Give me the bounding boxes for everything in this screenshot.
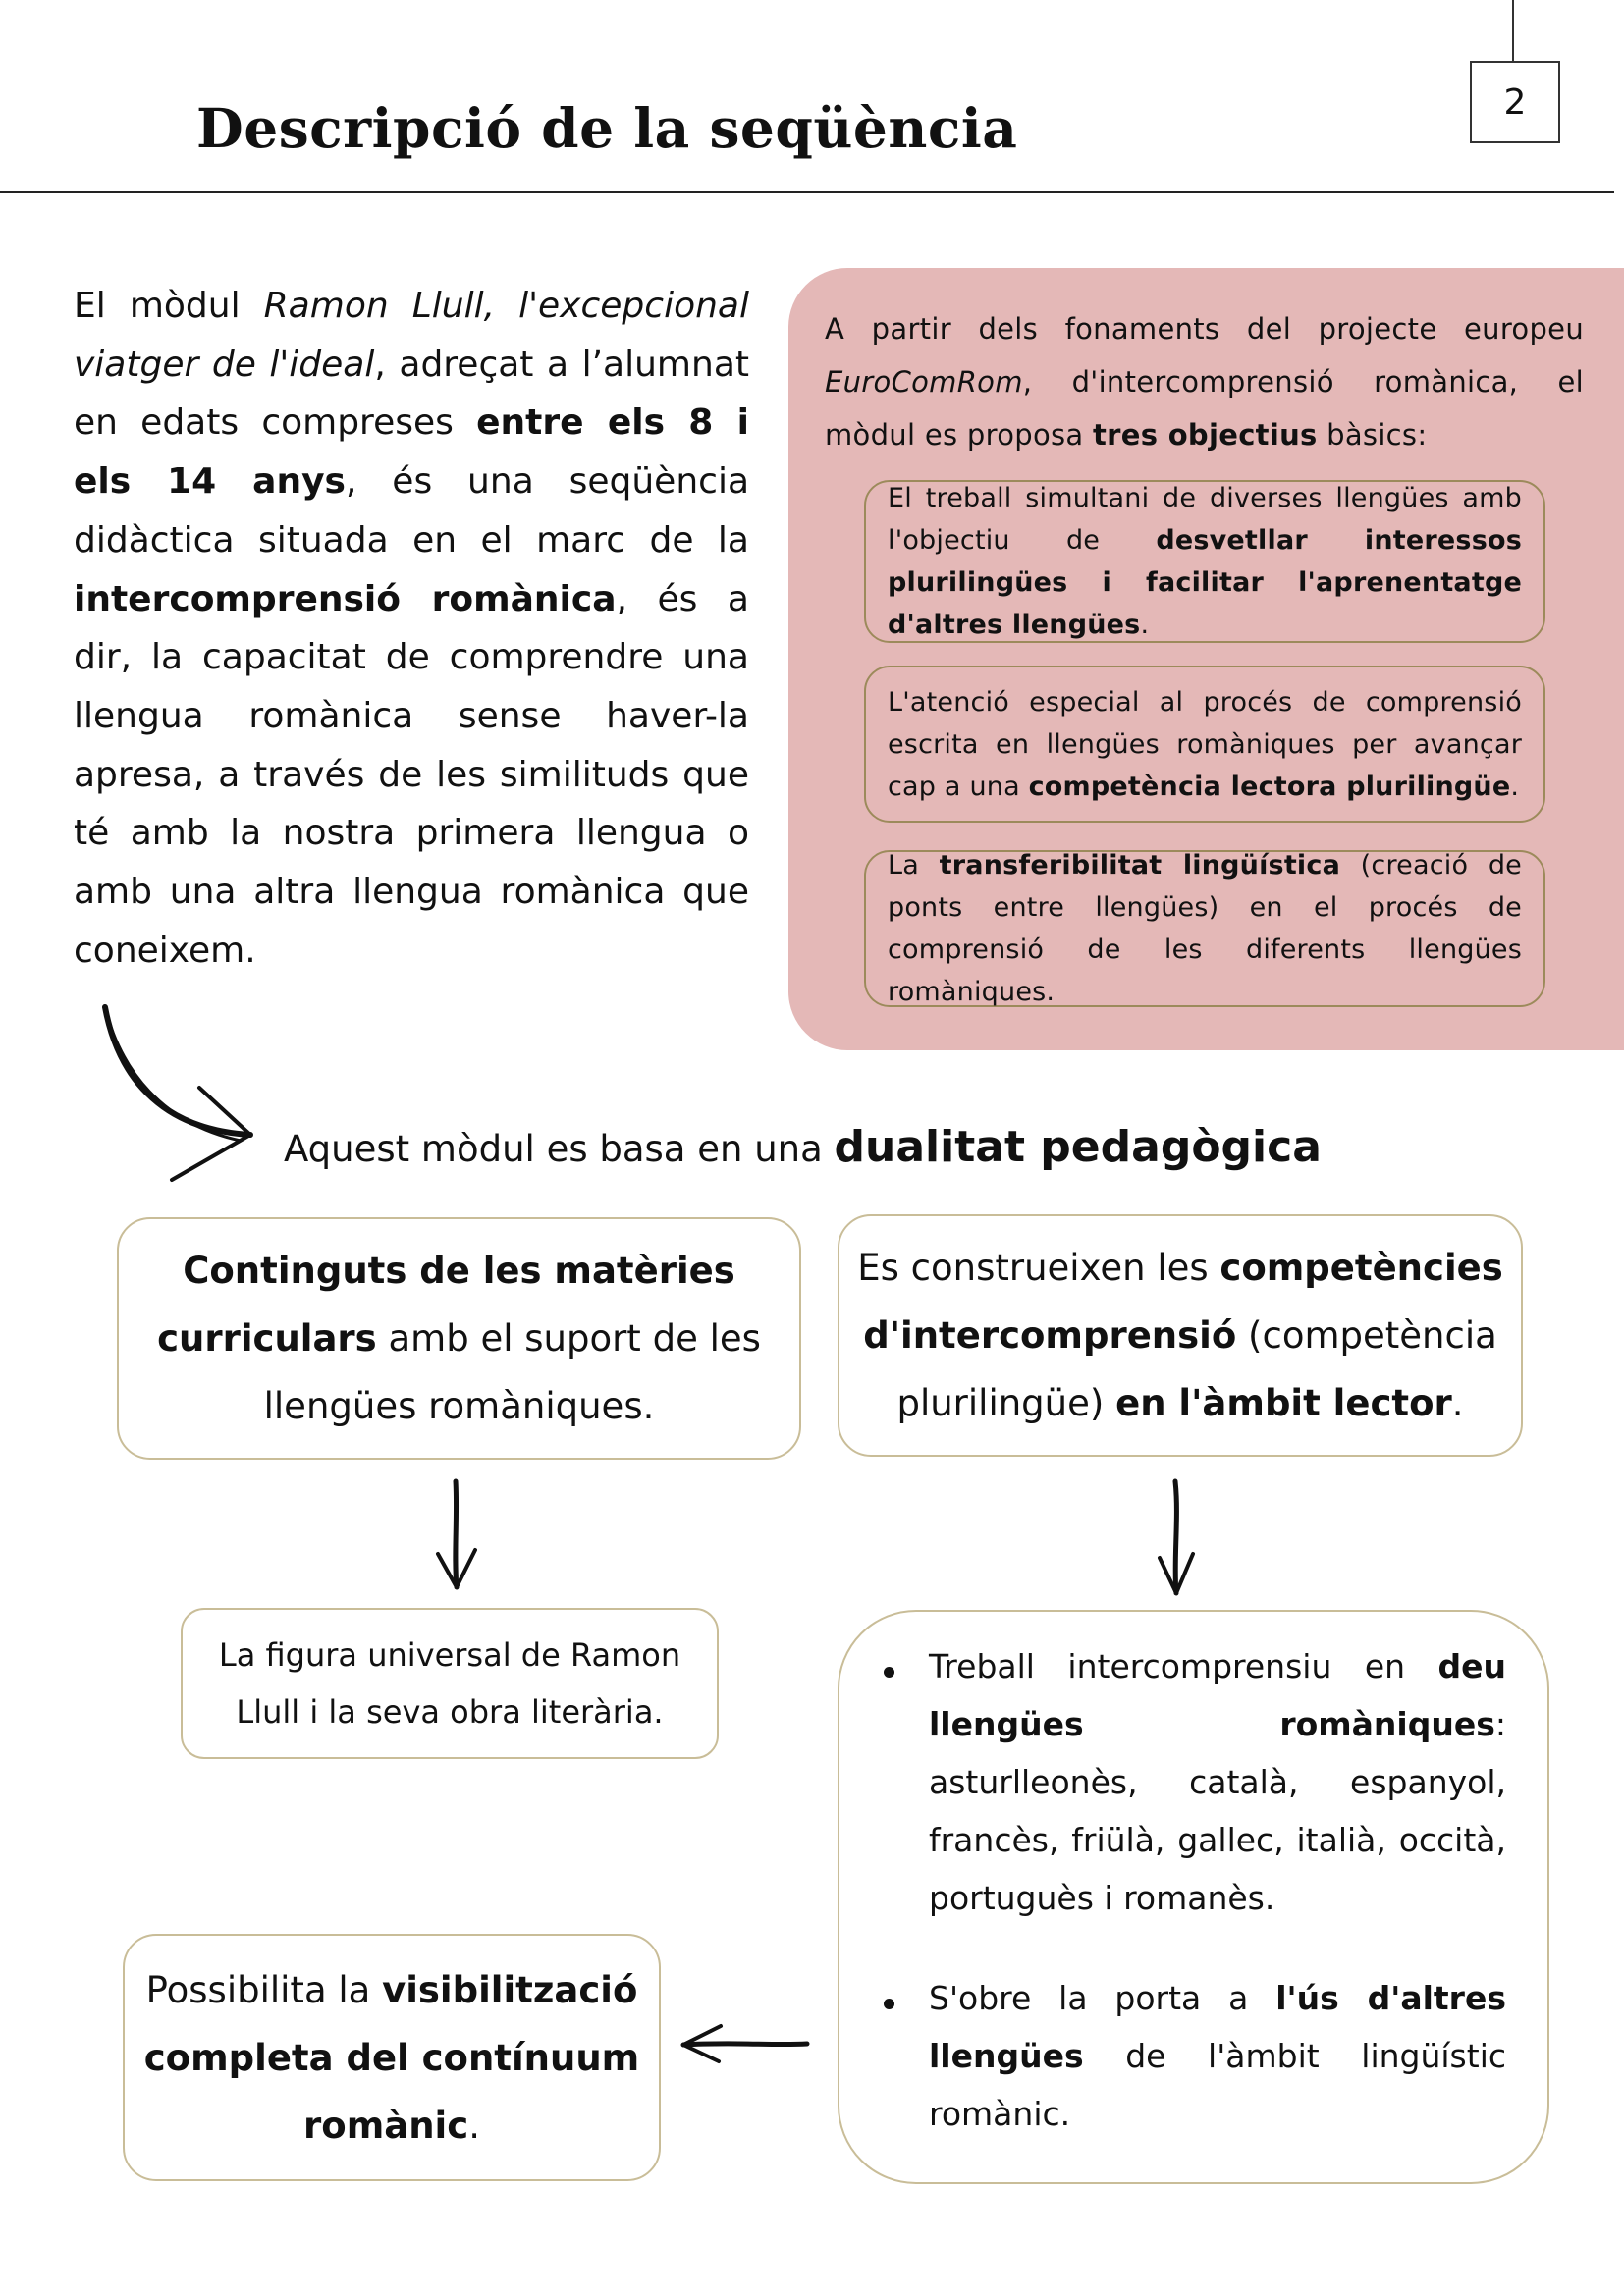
bullet-icon bbox=[884, 1667, 894, 1678]
llull-figure-text: La figura universal de Ramon Llull i la seva obra literària. bbox=[218, 1636, 681, 1731]
header-divider bbox=[0, 191, 1614, 193]
objective-box-3 bbox=[864, 850, 1545, 1007]
objective-text-2: L'atenció especial al procés de comprensió escrita en llengües romàniques per avançar cap a una competència lectora plurilingüe. bbox=[888, 686, 1522, 802]
continuum-box bbox=[123, 1934, 661, 2181]
languages-list-item: Treball intercomprensiu en deu llengües romàniques: asturlleonès, català, espanyol, francès, friülà, gallec, italià, occità, portuguès i romanès. bbox=[929, 1647, 1506, 1917]
competences-box bbox=[838, 1214, 1523, 1457]
down-arrow-icon bbox=[1152, 1477, 1201, 1600]
objective-box-1 bbox=[864, 480, 1545, 643]
module-title: Ramon Llull, l'excepcional viatger de l'ideal bbox=[74, 286, 749, 385]
objectives-intro: A partir dels fonaments del projecte europeu EuroComRom, d'intercomprensió romànica, el mòdul es proposa tres objectius bàsics: bbox=[825, 312, 1584, 452]
page-number-connector bbox=[1512, 0, 1514, 61]
curricular-contents-box bbox=[117, 1217, 801, 1460]
intro-paragraph: El mòdul Ramon Llull, l'excepcional viatger de l'ideal, adreçat a l’alumnat en edats compreses entre els 8 i els 14 anys, és una seqüència didàctica situada en el marc de la intercomprensió romànica, és a dir, la capacitat de comprendre una llengua romànica sense haver-la apresa, a través de les similituds que té amb la nostra primera llengua o amb una altra llengua romànica que coneixem. bbox=[74, 286, 750, 971]
objective-text-1: El treball simultani de diverses llengües amb l'objectiu de desvetllar interessos plurilingües i facilitar l'aprenentatge d'altres llengües. bbox=[888, 483, 1522, 640]
dualitat-heading: Aquest mòdul es basa en una dualitat pedagògica bbox=[284, 1122, 1322, 1172]
bullet-icon bbox=[884, 1999, 894, 2009]
curved-arrow-icon bbox=[93, 1001, 270, 1188]
llull-figure-box bbox=[181, 1608, 719, 1759]
objective-text-3: La transferibilitat lingüística (creació de ponts entre llengües) en el procés de comprensió de les diferents llengües romàniques. bbox=[888, 850, 1522, 1007]
curricular-contents-text: Continguts de les matèries curriculars amb el suport de les llengües romàniques. bbox=[157, 1250, 761, 1427]
left-arrow-icon bbox=[676, 2020, 813, 2069]
down-arrow-icon bbox=[432, 1477, 481, 1595]
page-number: 2 bbox=[1470, 61, 1560, 143]
competences-text: Es construeixen les competències d'intercomprensió (competència plurilingüe) en l'àmbit lector. bbox=[857, 1247, 1503, 1424]
objective-box-2 bbox=[864, 666, 1545, 823]
languages-list-item: S'obre la porta a l'ús d'altres llengües de l'àmbit lingüístic romànic. bbox=[929, 1979, 1506, 2133]
page-title: Descripció de la seqüència bbox=[196, 96, 1018, 160]
continuum-text: Possibilita la visibilització completa del contínuum romànic. bbox=[143, 1968, 640, 2147]
